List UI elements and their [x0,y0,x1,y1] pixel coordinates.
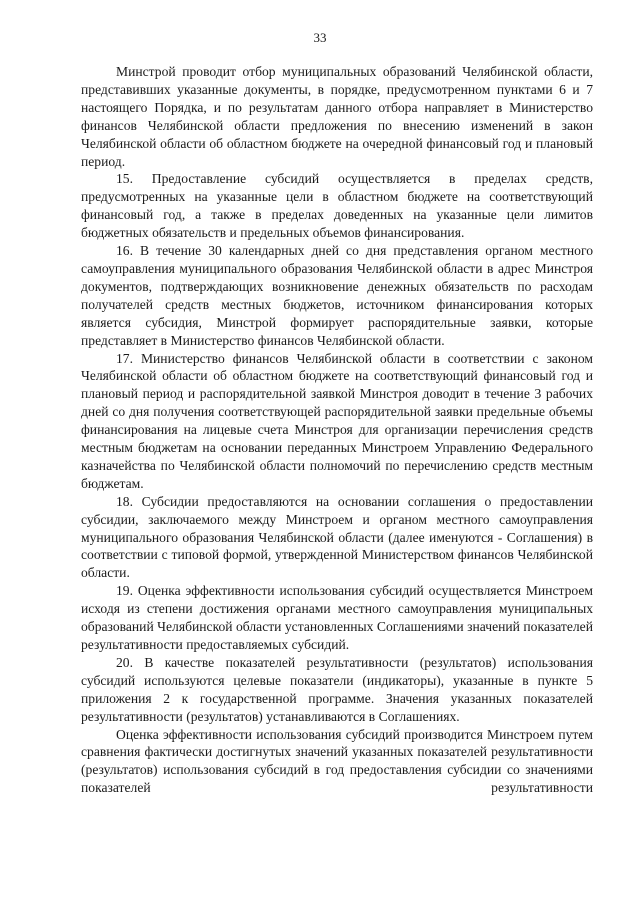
paragraph-20: 20. В качестве показателей результативности (результатов) использования субсидий используются целевые показатели (индикаторы), указанные в пункте 5 приложения 2 к государственной программе. Значения указанных показателей результативности (результатов) устанавливаются в Соглашениях. [81,654,593,724]
paragraph-evaluation: Оценка эффективности использования субсидий производится Минстроем путем сравнения фактически достигнутых значений указанных показателей результативности (результатов) использования субсидий в год предоставления субсидии со значениями показателей результативности [81,726,593,796]
paragraph-15: 15. Предоставление субсидий осуществляется в пределах средств, предусмотренных на указанные цели в областном бюджете на соответствующий финансовый год, а также в пределах доведенных на указанные цели лимитов бюджетных обязательств и предельных объемов финансирования. [81,171,593,241]
document-body [81,63,593,797]
paragraph-18: 18. Субсидии предоставляются на основании соглашения о предоставлении субсидии, заключаемого между Минстроем и органом местного самоуправления муниципального образования Челябинской области (далее именуются - Соглашения) в соответствии с типовой формой, утвержденной Министерством финансов Челябинской области. [81,493,593,581]
paragraph-selection-procedure: Минстрой проводит отбор муниципальных образований Челябинской области, представивших указанные документы, в порядке, предусмотренном пунктами 6 и 7 настоящего Порядка, и по результатам данного отбора направляет в Министерство финансов Челябинской области предложения по внесению изменений в закон Челябинской области об областном бюджете на очередной финансовый год и плановый период. [81,64,593,169]
page-number: 33 [313,30,327,45]
paragraph-16: 16. В течение 30 календарных дней со дня представления органом местного самоуправления муниципального образования Челябинской области в адрес Минстроя документов, подтверждающих возникновение денежных обязательств по расходам получателей средств местных бюджетов, источником финансирования которых является субсидия, Минстрой формирует распорядительные заявки, которые представляет в Министерство финансов Челябинской области. [81,243,593,348]
paragraph-19: 19. Оценка эффективности использования субсидий осуществляется Минстроем исходя из степени достижения органами местного самоуправления муниципальных образований Челябинской области установленных Соглашениями значений показателей результативности предоставляемых субсидий. [81,583,593,652]
paragraph-17: 17. Министерство финансов Челябинской области в соответствии с законом Челябинской области об областном бюджете на соответствующий финансовый год и плановый период и распорядительной заявкой Минстроя доводит в течение 3 рабочих дней со дня получения соответствующей распорядительной заявки предельные объемы финансирования на лицевые счета Минстроя для организации перечисления средств местным бюджетам на основании переданных Минстроем Управлению Федерального казначейства по Челябинской области полномочий по перечислению средств местным бюджетам. [81,350,593,491]
